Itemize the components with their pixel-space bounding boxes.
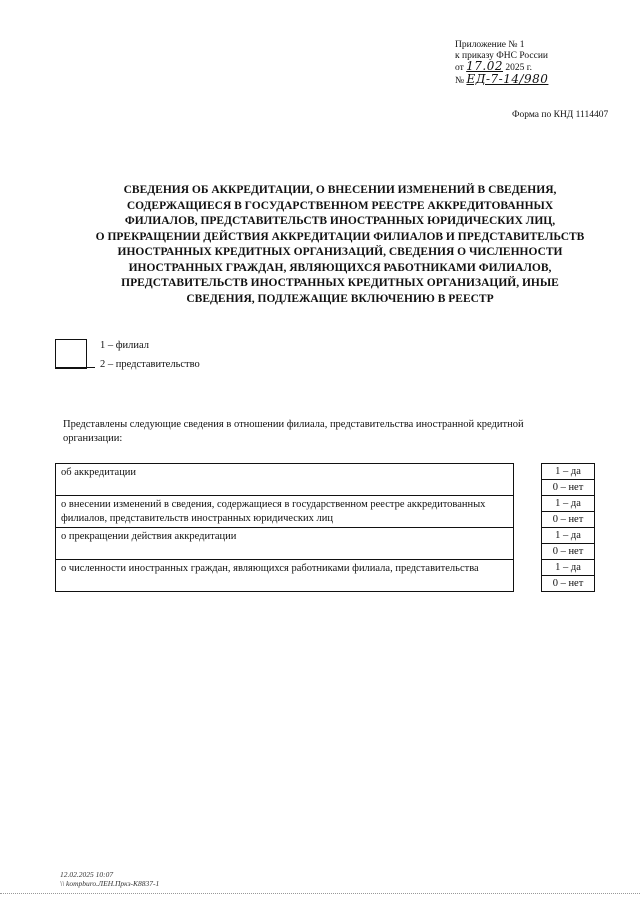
appendix-line-1: Приложение № 1 bbox=[455, 40, 525, 50]
appendix-line-2: к приказу ФНС России bbox=[455, 50, 548, 61]
document-title bbox=[60, 183, 620, 307]
handwritten-number: ЕД-7-14/980 bbox=[466, 71, 549, 86]
option-no: 0 – нет bbox=[552, 482, 584, 493]
title-line: ПРЕДСТАВИТЕЛЬСТВ ИНОСТРАННЫХ КРЕДИТНЫХ ОРГАНИЗАЦИЙ, ИНЫЕ bbox=[121, 277, 559, 289]
info-table bbox=[55, 463, 595, 592]
options-cell bbox=[542, 464, 595, 496]
title-line: СВЕДЕНИЯ, ПОДЛЕЖАЩИЕ ВКЛЮЧЕНИЮ В РЕЕСТР bbox=[186, 292, 494, 305]
answer-cell[interactable] bbox=[514, 496, 542, 528]
page-bottom-divider bbox=[0, 893, 640, 894]
intro-text: Представлены следующие сведения в отношении филиала, представительства иностранной кредитной организации: bbox=[63, 419, 524, 444]
option-yes: 1 – да bbox=[542, 528, 594, 544]
row-description: о численности иностранных граждан, являющихся работниками филиала, представительства bbox=[56, 560, 514, 592]
title-line: СВЕДЕНИЯ ОБ АККРЕДИТАЦИИ, О ВНЕСЕНИИ ИЗМЕНЕНИЙ В СВЕДЕНИЯ, bbox=[123, 184, 557, 196]
print-footer bbox=[60, 870, 159, 888]
footer-path: \\ kompburo.ЛЕН.Пркз-К8837-1 bbox=[60, 879, 160, 888]
options-cell bbox=[542, 496, 595, 528]
option-yes: 1 – да bbox=[542, 560, 594, 576]
option-no: 0 – нет bbox=[552, 578, 584, 589]
appendix-number: № ЕД-7-14/980 bbox=[455, 71, 549, 86]
type-checkbox[interactable] bbox=[55, 339, 87, 369]
options-cell bbox=[542, 560, 595, 592]
table-row bbox=[56, 464, 595, 496]
table-row bbox=[56, 528, 595, 560]
footer-timestamp: 12.02.2025 10:07 bbox=[60, 870, 114, 879]
appendix-date: от 17.02 2025 г. bbox=[455, 59, 532, 73]
form-code: Форма по КНД 1114407 bbox=[512, 110, 609, 120]
option-no: 0 – нет bbox=[552, 514, 584, 525]
answer-cell[interactable] bbox=[514, 560, 542, 592]
option-no: 0 – нет bbox=[552, 546, 584, 557]
handwritten-date: 17.02 bbox=[466, 59, 504, 73]
option-yes: 1 – да bbox=[542, 496, 594, 512]
row-description: о прекращении действия аккредитации bbox=[56, 528, 514, 560]
title-line: О ПРЕКРАЩЕНИИ ДЕЙСТВИЯ АККРЕДИТАЦИИ ФИЛИАЛОВ И ПРЕДСТАВИТЕЛЬСТВ bbox=[95, 230, 585, 243]
row-description: об аккредитации bbox=[56, 464, 514, 496]
title-line: ИНОСТРАННЫХ ГРАЖДАН, ЯВЛЯЮЩИХСЯ РАБОТНИКАМИ ФИЛИАЛОВ, bbox=[128, 261, 552, 274]
row-description: о внесении изменений в сведения, содержащиеся в государственном реестре аккредитованных филиалов, представительств иностранных юридических лиц bbox=[56, 496, 514, 528]
table-row bbox=[56, 496, 595, 528]
options-cell bbox=[542, 528, 595, 560]
option-representative-office: 2 – представительство bbox=[100, 359, 200, 370]
title-line: СОДЕРЖАЩИЕСЯ В ГОСУДАРСТВЕННОМ РЕЕСТРЕ АККРЕДИТОВАННЫХ bbox=[126, 199, 554, 212]
appendix-note bbox=[455, 40, 548, 86]
answer-cell[interactable] bbox=[514, 464, 542, 496]
table-row bbox=[56, 560, 595, 592]
answer-cell[interactable] bbox=[514, 528, 542, 560]
option-branch: 1 – филиал bbox=[100, 340, 150, 351]
title-line: ФИЛИАЛОВ, ПРЕДСТАВИТЕЛЬСТВ ИНОСТРАННЫХ ЮРИДИЧЕСКИХ ЛИЦ, bbox=[124, 215, 556, 227]
title-line: ИНОСТРАННЫХ КРЕДИТНЫХ ОРГАНИЗАЦИЙ, СВЕДЕНИЯ О ЧИСЛЕННОСТИ bbox=[117, 246, 563, 258]
option-yes: 1 – да bbox=[542, 464, 594, 480]
checkbox-underline bbox=[55, 367, 95, 368]
